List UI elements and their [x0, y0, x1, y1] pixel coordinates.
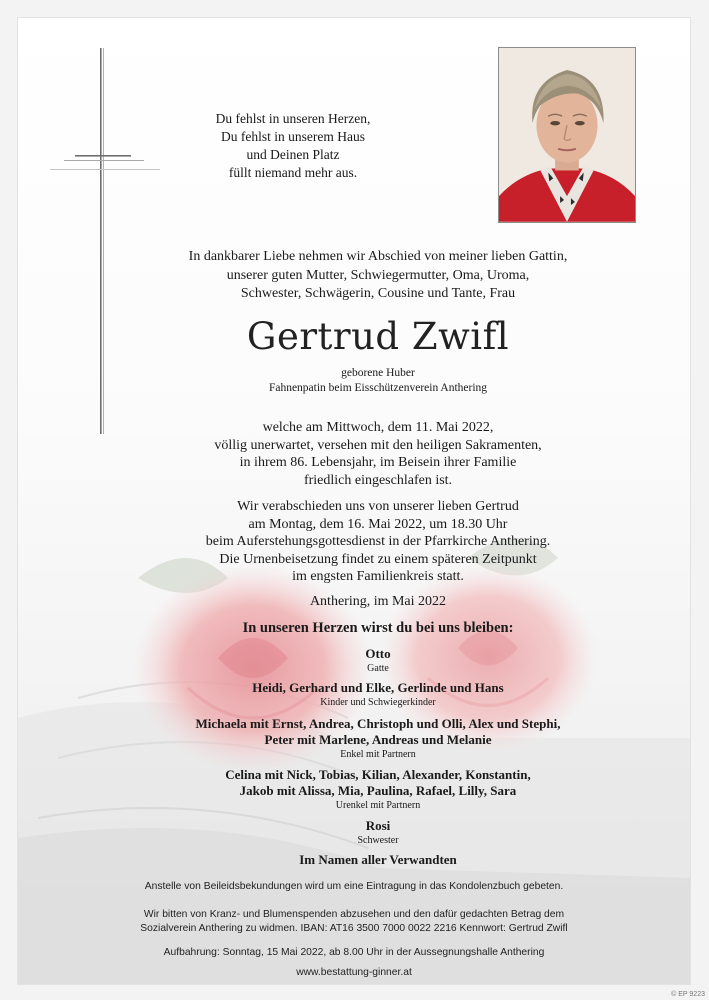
family-relation: Urenkel mit Partnern — [335, 800, 421, 811]
family-names: Michaela mit Ernst, Andrea, Christoph und Olli, Alex und Stephi, — [195, 716, 561, 731]
poem-line: füllt niemand mehr aus. — [228, 165, 358, 180]
closing-line: Im Namen aller Verwandten — [299, 852, 457, 867]
family-relation: Kinder und Schwiegerkinder — [320, 697, 436, 708]
intro-line: In dankbarer Liebe nehmen wir Abschied von meiner lieben Gattin, — [188, 249, 568, 264]
copyright-label: © EP 9223 — [671, 991, 705, 998]
poem-line: Du fehlst in unserem Haus — [221, 129, 365, 144]
intro-line: Schwester, Schwägerin, Cousine und Tante, Frau — [240, 286, 516, 301]
paragraph-line: Wir verabschieden uns von unserer lieben Gertrud — [237, 499, 519, 514]
paragraph-line: Die Urnenbeisetzung findet zu einem späteren Zeitpunkt — [219, 551, 537, 567]
poem-line: Du fehlst in unseren Herzen, — [215, 111, 371, 126]
paragraph-line: friedlich eingeschlafen ist. — [303, 472, 453, 488]
family-group-children — [138, 680, 618, 709]
paragraph-line: völlig unerwartet, versehen mit den heiligen Sakramenten, — [214, 437, 542, 453]
poem-line: und Deinen Platz — [246, 147, 340, 162]
poem — [168, 110, 418, 182]
paragraph-line: am Montag, dem 16. Mai 2022, um 18.30 Uhr — [248, 516, 508, 532]
family-group-great-grandchildren — [138, 767, 618, 812]
place-date: Anthering, im Mai 2022 — [309, 594, 447, 609]
family-relation: Gatte — [367, 663, 389, 674]
family-names: Rosi — [365, 818, 391, 833]
paragraph-line: im engsten Familienkreis statt. — [292, 569, 464, 584]
donation-line: Sozialverein Anthering zu widmen. IBAN: AT16 3500 7000 0022 2216 Kennwort: Gertrud Zwifl — [140, 923, 568, 934]
farewell-intro — [138, 248, 618, 304]
paragraph-line: welche am Mittwoch, dem 11. Mai 2022, — [262, 420, 494, 435]
portrait-photo — [498, 47, 636, 223]
donation-note — [58, 908, 650, 936]
family-group-spouse — [138, 646, 618, 675]
condolence-note: Anstelle von Beileidsbekundungen wird um eine Eintragung in das Kondolenzbuch gebeten. — [144, 881, 564, 892]
family-relation: Enkel mit Partnern — [340, 749, 416, 760]
death-paragraph — [138, 419, 618, 489]
family-names: Heidi, Gerhard und Elke, Gerlinde und Hans — [252, 680, 504, 695]
donation-line: Wir bitten von Kranz- und Blumenspenden abzusehen und den dafür gedachten Betrag dem — [143, 909, 565, 920]
service-paragraph — [138, 498, 618, 586]
family-names: Celina mit Nick, Tobias, Kilian, Alexander, Konstantin, — [225, 767, 531, 782]
birth-name: geborene Huber — [341, 367, 415, 379]
family-group-sister — [138, 818, 618, 847]
family-relation: Schwester — [357, 835, 399, 846]
family-names: Peter mit Marlene, Andreas und Melanie — [264, 732, 492, 747]
intro-line: unserer guten Mutter, Schwiegermutter, Oma, Uroma, — [226, 267, 530, 283]
deceased-details — [138, 366, 618, 396]
club-role: Fahnenpatin beim Eisschützenverein Anthering — [268, 382, 488, 394]
family-names: Jakob mit Alissa, Mia, Paulina, Rafael, Lilly, Sara — [239, 783, 517, 798]
deceased-name: Gertrud Zwifl — [246, 315, 510, 358]
viewing-note: Aufbahrung: Sonntag, 15 Mai 2022, ab 8.00 Uhr in der Aussegnungshalle Anthering — [163, 947, 545, 958]
mourners-heading: In unseren Herzen wirst du bei uns bleiben: — [242, 620, 514, 636]
website-link[interactable]: www.bestattung-ginner.at — [296, 967, 412, 978]
family-names: Otto — [365, 646, 391, 661]
obituary-sheet — [18, 18, 690, 984]
paragraph-line: beim Auferstehungsgottesdienst in der Pfarrkirche Anthering. — [205, 534, 551, 549]
family-group-grandchildren — [138, 716, 618, 761]
paragraph-line: in ihrem 86. Lebensjahr, im Beisein ihrer Familie — [239, 455, 517, 470]
